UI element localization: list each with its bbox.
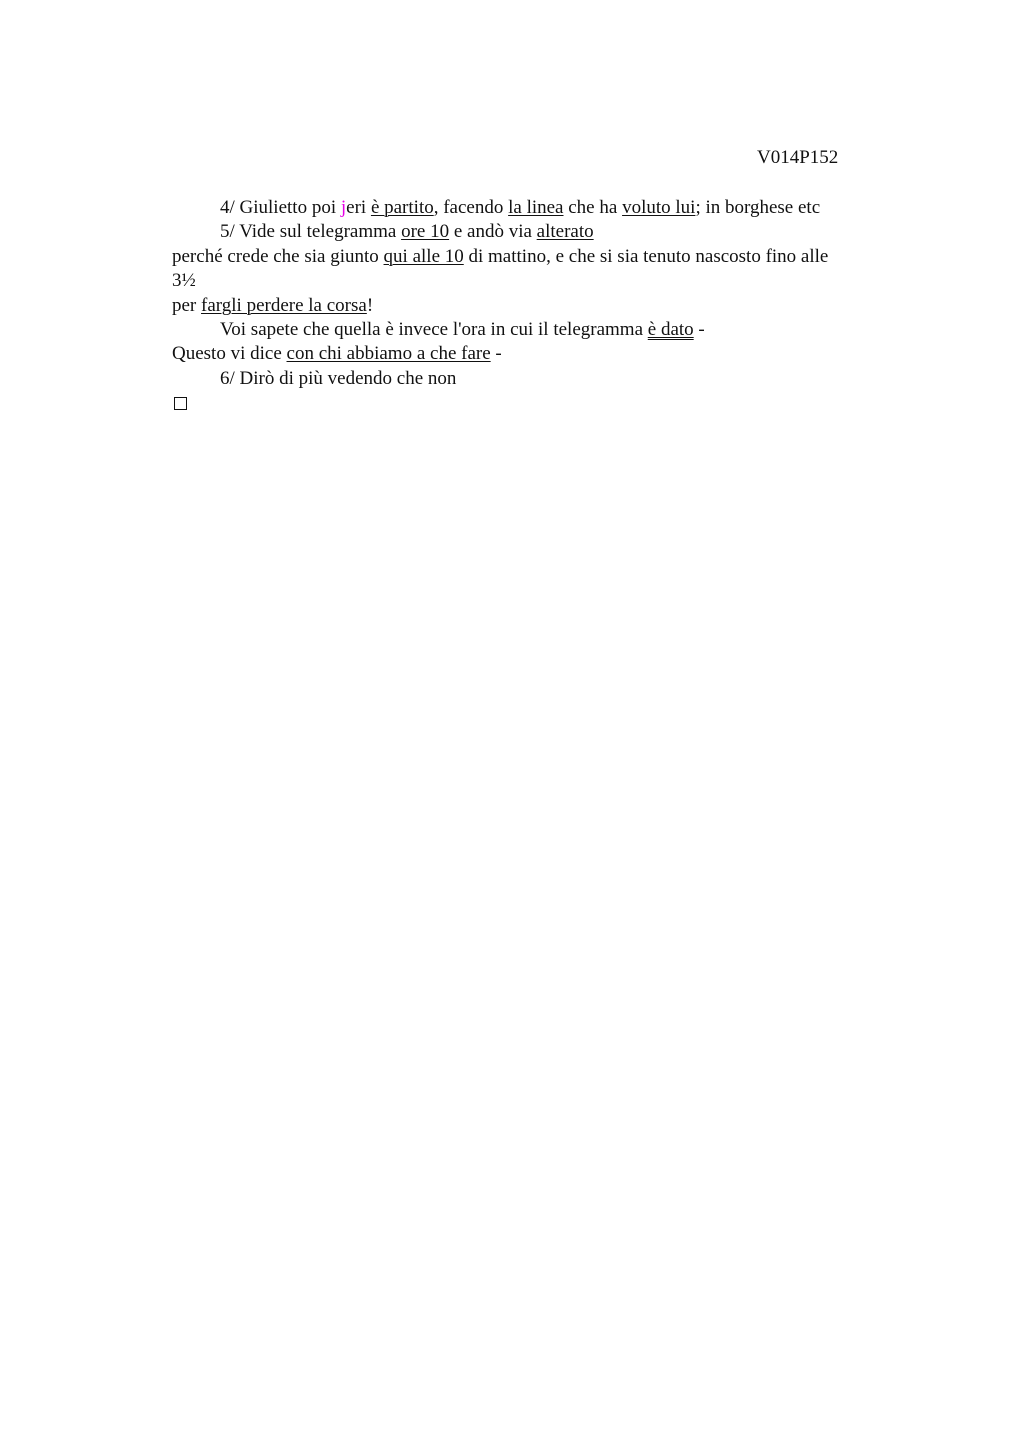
text-run: - [693,318,705,340]
paragraph-line-6 [172,318,902,342]
text-run: Questo vi dice [172,343,287,365]
item-number: 5/ [220,221,240,243]
text-run: , facendo [433,197,509,218]
underlined-text: fargli perdere la corsa [201,294,367,316]
paragraph-line-7 [172,342,902,366]
text-run: perché crede che sia giunto [172,245,384,267]
text-run: Giulietto poi [239,197,341,218]
item-number: 4/ [220,197,240,218]
paragraph-line-8 [172,367,902,391]
underlined-text: qui alle 10 [383,245,464,267]
underlined-text: la linea [508,197,564,218]
paragraph-line-1 [172,196,902,220]
checkbox-line [172,391,902,415]
text-run: per [172,294,202,316]
underlined-text: è partito [370,197,434,218]
double-underlined-text: è dato [647,318,694,340]
text-run: Dirò di più vedendo che non [239,367,457,389]
text-run: ! [366,294,374,316]
underlined-text: voluto lui [622,197,696,218]
underlined-text: con chi abbiamo a che fare [286,343,491,365]
text-run: ; in borghese etc [695,197,821,218]
paragraph-line-4 [172,269,902,293]
text-run: 3½ [172,270,196,292]
text-run: di mattino, e che si sia tenuto nascosto fino alle [463,245,829,267]
paragraph-line-5 [172,294,902,318]
text-run: Voi sapete che quella è invece l'ora in cui il telegramma [220,318,648,340]
text-run: che ha [563,197,623,218]
text-run: Vide sul telegramma [239,221,402,243]
empty-square-icon [174,397,187,410]
text-run: eri [346,197,371,218]
underlined-text: alterato [536,221,594,243]
underlined-text: ore 10 [401,221,450,243]
paragraph-line-3 [172,245,902,269]
highlighted-letter: j [340,197,347,218]
document-body [172,196,902,416]
text-run: e andò via [449,221,537,243]
text-run: - [490,343,502,365]
item-number: 6/ [220,367,240,389]
paragraph-line-2 [172,220,902,244]
page-id: V014P152 [757,147,839,168]
